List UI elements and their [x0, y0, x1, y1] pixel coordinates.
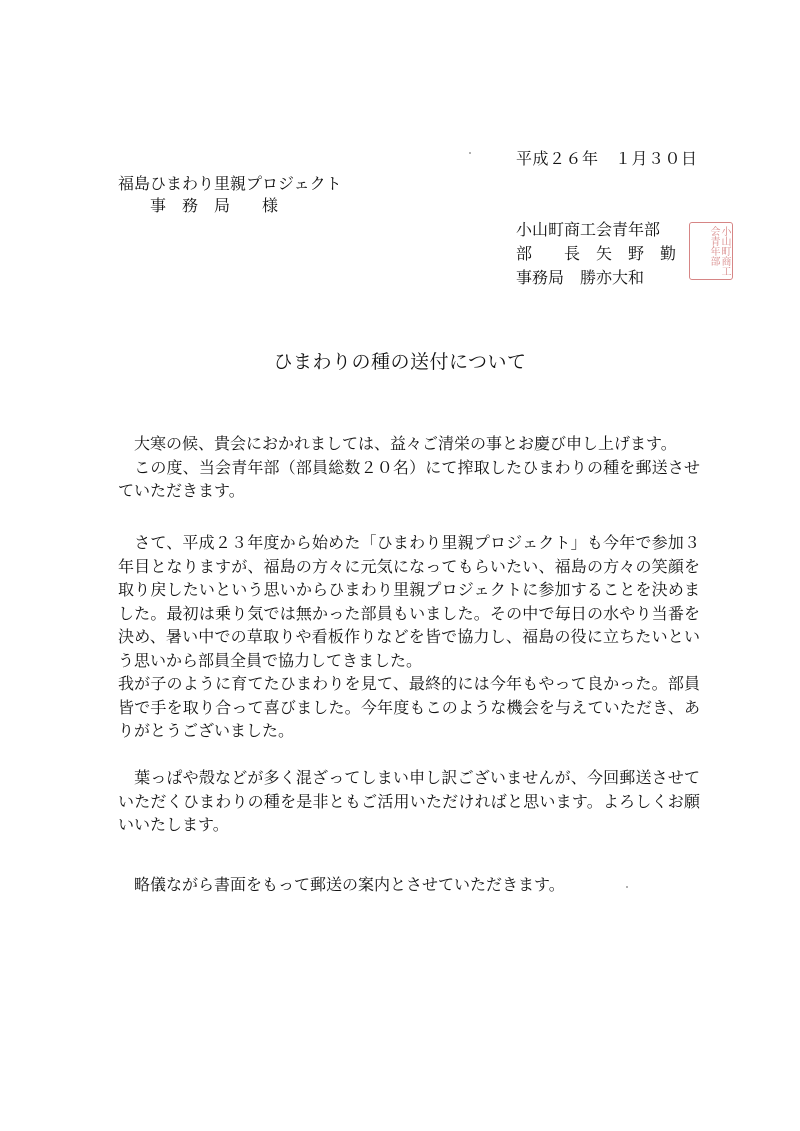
body-paragraph-project: さて、平成２３年度から始めた「ひまわり里親プロジェクト」も今年で参加３年目となりますが、福島の方々に元気になってもらいたい、福島の方々の笑顔を取り戻したいという思いからひまわり里親プロジェクトに参加することを決めました。最初は乗り気では無かった部員もいました。その中で毎日の水やり当番を決め、暑い中での草取りや看板作りなどを皆で協力し、福島の役に立ちたいという思いから部員全員で協力してきました。 我が子のように育てたひまわりを見て、最終的には今年もやって良かった。部員皆で手を取り合って喜びました。今年度もこのような機会を与えていただき、ありがとうございました。 — [118, 533, 700, 740]
body-paragraph-apology: 葉っぱや殻などが多く混ざってしまい申し訳ございませんが、今回郵送させていただくひまわりの種を是非ともご活用いただければと思います。よろしくお願いいたします。 — [118, 768, 700, 834]
scan-speck — [626, 886, 628, 888]
sender-organization: 小山町商工会青年部 — [516, 220, 661, 239]
letter-date: 平成２６年 １月３０日 — [516, 149, 698, 168]
red-seal-stamp: 小山町商工会青年部 — [689, 222, 733, 280]
recipient-department: 事 務 局 様 — [150, 196, 279, 215]
letter-title: ひまわりの種の送付について — [273, 351, 527, 373]
body-paragraph-closing: 略儀ながら書面をもって郵送の案内とさせていただきます。 — [118, 875, 565, 894]
scan-speck — [469, 152, 471, 154]
sender-block — [516, 218, 676, 290]
body-paragraph-greeting: 大寒の候、貴会におかれましては、益々ご清栄の事とお慶び申し上げます。 この度、当会青年部（部員総数２０名）にて搾取したひまわりの種を郵送させていただきます。 — [118, 434, 700, 500]
sender-manager: 部 長 矢 野 勤 — [516, 244, 677, 263]
recipient-organization: 福島ひまわり里親プロジェクト — [118, 174, 342, 193]
sender-secretariat: 事務局 勝亦大和 — [516, 268, 645, 287]
